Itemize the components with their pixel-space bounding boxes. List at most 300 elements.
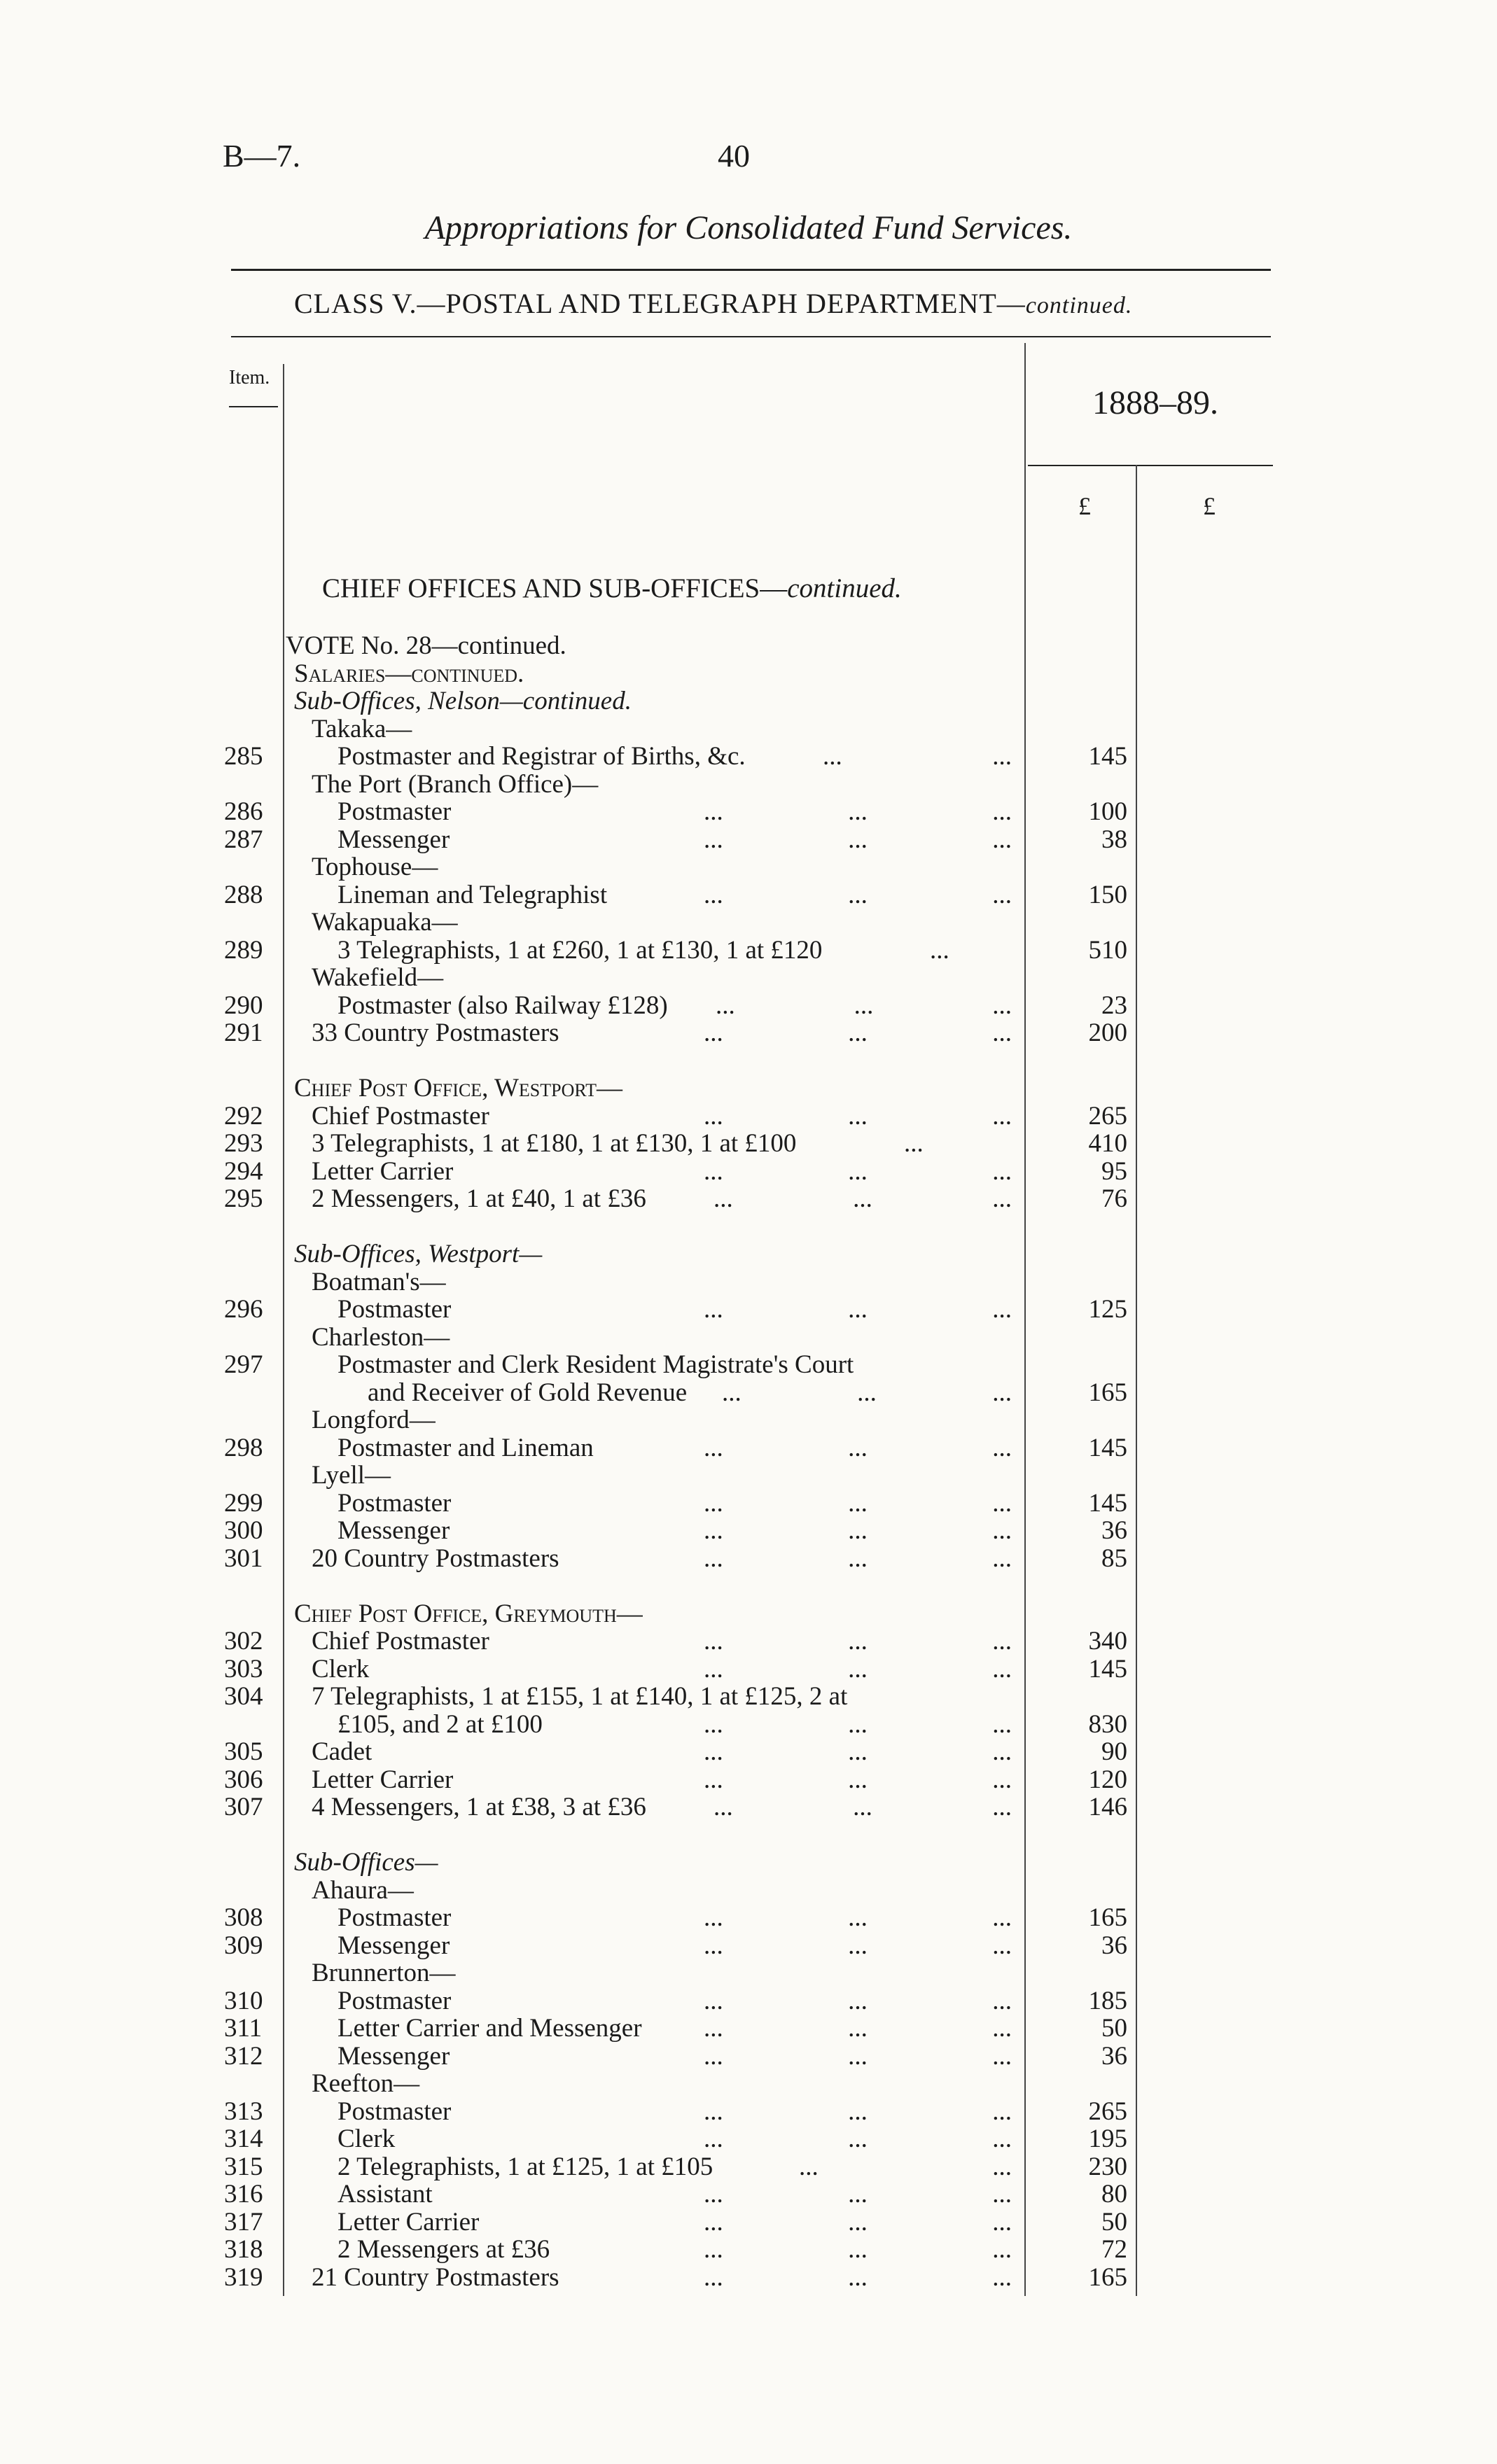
- item-amount: 165: [1088, 2262, 1127, 2292]
- item-description: Postmaster: [337, 797, 452, 826]
- item-description: 33 Country Postmasters: [312, 1018, 559, 1047]
- item-amount: 90: [1101, 1737, 1127, 1766]
- year-column-header: 1888–89.: [1092, 384, 1218, 421]
- table-row: [0, 798, 1497, 826]
- leader-dot-group: ...: [992, 1793, 1012, 1821]
- item-description: Charleston—: [312, 1322, 450, 1352]
- leader-dot-group: ...: [704, 797, 723, 826]
- leader-dot-group: ...: [992, 2041, 1012, 2071]
- item-amount: 410: [1088, 1129, 1127, 1158]
- item-number: 289: [224, 935, 263, 965]
- item-description: and Receiver of Gold Revenue: [368, 1378, 688, 1407]
- item-number: 311: [224, 2014, 263, 2043]
- pound-header-1: £: [1078, 492, 1091, 520]
- leader-dots: [715, 1379, 1012, 1407]
- leader-dot-group: ...: [713, 1184, 733, 1213]
- table-row: [0, 1987, 1497, 2015]
- leader-dot-group: ...: [992, 797, 1012, 826]
- leader-dot-group: ...: [992, 1737, 1012, 1766]
- item-description: 21 Country Postmasters: [312, 2262, 559, 2292]
- item-number: 316: [224, 2180, 263, 2208]
- table-row: [0, 1877, 1497, 1905]
- table-row: [0, 1351, 1497, 1379]
- leader-dot-group: ...: [992, 2262, 1012, 2292]
- item-number: 315: [224, 2152, 263, 2181]
- leader-dots: [697, 881, 1012, 909]
- item-number: 293: [224, 1129, 263, 1158]
- leader-dot-group: ...: [704, 2124, 723, 2153]
- item-description: 20 Country Postmasters: [312, 1544, 559, 1573]
- item-description: The Port (Branch Office)—: [312, 769, 599, 799]
- item-number: 317: [224, 2207, 263, 2236]
- item-number: 308: [224, 1903, 263, 1932]
- item-description: Salaries—continued.: [294, 659, 524, 688]
- item-description: Postmaster (also Railway £128): [337, 990, 668, 1020]
- item-number: 307: [224, 1793, 263, 1821]
- item-amount: 185: [1088, 1986, 1127, 2015]
- item-description: 3 Telegraphists, 1 at £180, 1 at £130, 1 at £100: [312, 1129, 797, 1158]
- table-row: [0, 1766, 1497, 1794]
- leader-dot-group: ...: [704, 1931, 723, 1960]
- table-row: [0, 771, 1497, 799]
- item-amount: 72: [1101, 2235, 1127, 2264]
- class-heading-continued: continued.: [1025, 293, 1133, 318]
- leader-dot-group: ...: [848, 2262, 868, 2292]
- table-row: [0, 2125, 1497, 2153]
- item-description: Lyell—: [312, 1461, 391, 1490]
- leader-dot-group: ...: [930, 935, 949, 965]
- leader-dot-group: ...: [848, 825, 868, 854]
- leader-dot-group: ...: [848, 1931, 868, 1960]
- leader-dot-group: ...: [992, 990, 1012, 1020]
- leader-dot-group: ...: [704, 1986, 723, 2015]
- leader-dot-group: ...: [848, 797, 868, 826]
- leader-dot-group: ...: [704, 1903, 723, 1932]
- table-row: [0, 1379, 1497, 1407]
- leader-dot-group: ...: [704, 880, 723, 909]
- leader-dots: [697, 1102, 1012, 1130]
- item-number: 290: [224, 990, 263, 1020]
- item-number: 294: [224, 1156, 263, 1186]
- leader-dot-group: ...: [992, 2207, 1012, 2236]
- item-amount: 36: [1101, 1516, 1127, 1545]
- leader-dot-group: ...: [992, 1156, 1012, 1186]
- leader-dots: [697, 1987, 1012, 2015]
- table-row: [0, 1462, 1497, 1490]
- item-description: Letter Carrier: [312, 1156, 454, 1186]
- item-column-header: Item.: [229, 367, 270, 388]
- item-description: Chief Postmaster: [312, 1101, 489, 1130]
- leader-dots: [697, 1296, 1012, 1324]
- item-amount: 145: [1088, 1488, 1127, 1518]
- table-row: [0, 964, 1497, 992]
- table-row: [0, 1849, 1497, 1877]
- leader-dot-group: ...: [704, 1737, 723, 1766]
- leader-dot-group: ...: [848, 1295, 868, 1324]
- leader-dots: [816, 743, 1012, 771]
- leader-dot-group: ...: [848, 1516, 868, 1545]
- leader-dots: [697, 1766, 1012, 1794]
- leader-dot-group: ...: [992, 1184, 1012, 1213]
- table-row: [0, 1019, 1497, 1047]
- item-description: Assistant: [337, 2180, 433, 2208]
- item-number: 312: [224, 2041, 263, 2071]
- item-number: 301: [224, 1544, 263, 1573]
- leader-dot-group: ...: [992, 1627, 1012, 1656]
- item-number: 291: [224, 1018, 263, 1047]
- table-row: [0, 1158, 1497, 1186]
- leader-dot-group: ...: [992, 2152, 1012, 2181]
- leader-dot-group: ...: [848, 1018, 868, 1047]
- item-amount: 50: [1101, 2207, 1127, 2236]
- table-row: [0, 1656, 1497, 1684]
- item-description: Clerk: [337, 2124, 396, 2153]
- leader-dot-group: ...: [992, 2124, 1012, 2153]
- leader-dot-group: ...: [848, 1654, 868, 1684]
- table-row: [0, 2264, 1497, 2292]
- leader-dot-group: ...: [848, 1156, 868, 1186]
- leader-dot-group: ...: [992, 1544, 1012, 1573]
- leader-dots: [923, 937, 1012, 965]
- leader-dots: [697, 2180, 1012, 2208]
- item-description: Ahaura—: [312, 1875, 414, 1905]
- leader-dots: [792, 2153, 1012, 2181]
- table-row: [0, 1683, 1497, 1711]
- table-row: [0, 1904, 1497, 1932]
- leader-dots: [697, 2208, 1012, 2236]
- leader-dot-group: ...: [848, 1488, 868, 1518]
- table-row: [0, 1434, 1497, 1462]
- section-title-main: CHIEF OFFICES AND SUB-OFFICES—: [322, 573, 788, 603]
- leader-dot-group: ...: [992, 1986, 1012, 2015]
- item-description: Postmaster: [337, 1903, 452, 1932]
- leader-dot-group: ...: [704, 1709, 723, 1739]
- leader-dots: [697, 2043, 1012, 2071]
- leader-dot-group: ...: [704, 2235, 723, 2264]
- leader-dot-group: ...: [704, 1627, 723, 1656]
- table-row: [0, 1545, 1497, 1573]
- leader-dot-group: ...: [722, 1378, 741, 1407]
- leader-dot-group: ...: [992, 742, 1012, 771]
- leader-dot-group: ...: [992, 1903, 1012, 1932]
- leader-dots: [697, 1158, 1012, 1186]
- item-number: 288: [224, 880, 263, 909]
- item-amount: 100: [1088, 797, 1127, 826]
- leader-dots: [697, 2098, 1012, 2126]
- leader-dots: [697, 798, 1012, 826]
- table-row: [0, 2043, 1497, 2071]
- pound-header-2: £: [1203, 492, 1216, 520]
- leader-dots: [697, 1434, 1012, 1462]
- leader-dots: [697, 1490, 1012, 1518]
- table-row: [0, 1102, 1497, 1130]
- item-number: 287: [224, 825, 263, 854]
- leader-dot-group: ...: [848, 2207, 868, 2236]
- leader-dot-group: ...: [992, 825, 1012, 854]
- item-amount: 150: [1088, 880, 1127, 909]
- year-rule: [1028, 465, 1273, 466]
- item-amount: 230: [1088, 2152, 1127, 2181]
- item-description: Postmaster and Clerk Resident Magistrate's Court: [337, 1350, 854, 1379]
- item-description: VOTE No. 28—continued.: [286, 631, 566, 660]
- item-number: 309: [224, 1931, 263, 1960]
- table-row: [0, 1074, 1497, 1102]
- item-amount: 510: [1088, 935, 1127, 965]
- item-description: Brunnerton—: [312, 1959, 456, 1987]
- page-title: Appropriations for Consolidated Fund Services.: [424, 209, 1073, 246]
- leader-dots: [697, 1738, 1012, 1766]
- leader-dot-group: ...: [848, 1627, 868, 1656]
- leader-dots: [697, 1628, 1012, 1656]
- leader-dots: [697, 2236, 1012, 2264]
- leader-dot-group: ...: [848, 1737, 868, 1766]
- class-rule: [231, 336, 1271, 337]
- item-description: Messenger: [337, 2041, 450, 2071]
- leader-dot-group: ...: [992, 880, 1012, 909]
- leader-dot-group: ...: [848, 2124, 868, 2153]
- item-amount: 146: [1088, 1793, 1127, 1821]
- table-row: [0, 1959, 1497, 1987]
- leader-dot-group: ...: [704, 1765, 723, 1794]
- document-code: B—7.: [223, 138, 301, 174]
- table-row: [0, 1711, 1497, 1739]
- item-number: 295: [224, 1184, 263, 1213]
- leader-dot-group: ...: [992, 2014, 1012, 2043]
- item-description: Letter Carrier and Messenger: [337, 2014, 642, 2043]
- leader-dot-group: ...: [848, 880, 868, 909]
- leader-dots: [697, 1019, 1012, 1047]
- leader-dot-group: ...: [853, 1184, 872, 1213]
- leader-dot-group: ...: [823, 742, 842, 771]
- table-row: [0, 2236, 1497, 2264]
- leader-dot-group: ...: [704, 1018, 723, 1047]
- leader-dot-group: ...: [853, 1793, 872, 1821]
- table-row: [0, 2153, 1497, 2181]
- leader-dot-group: ...: [704, 2262, 723, 2292]
- item-amount: 165: [1088, 1378, 1127, 1407]
- leader-dot-group: ...: [704, 1544, 723, 1573]
- leader-dots: [697, 826, 1012, 854]
- leader-dot-group: ...: [704, 2014, 723, 2043]
- leader-dot-group: ...: [992, 1018, 1012, 1047]
- item-amount: 76: [1101, 1184, 1127, 1213]
- leader-dot-group: ...: [992, 1488, 1012, 1518]
- item-amount: 85: [1101, 1544, 1127, 1573]
- leader-dots: [697, 1711, 1012, 1739]
- table-row: [0, 1517, 1497, 1545]
- item-number: 306: [224, 1765, 263, 1794]
- item-description: Boatman's—: [312, 1267, 446, 1296]
- item-description: 2 Messengers at £36: [337, 2235, 550, 2264]
- leader-dots: [706, 1793, 1012, 1821]
- table-row: [0, 1047, 1497, 1075]
- item-amount: 200: [1088, 1018, 1127, 1047]
- table-row: [0, 687, 1497, 715]
- item-number: 299: [224, 1488, 263, 1518]
- leader-dot-group: ...: [848, 1544, 868, 1573]
- item-amount: 125: [1088, 1295, 1127, 1324]
- leader-dots: [697, 1656, 1012, 1684]
- leader-dot-group: ...: [992, 1295, 1012, 1324]
- table-row: [0, 1213, 1497, 1241]
- item-amount: 80: [1101, 2180, 1127, 2208]
- table-row: [0, 1600, 1497, 1628]
- leader-dot-group: ...: [848, 1101, 868, 1130]
- table-row: [0, 1240, 1497, 1268]
- item-description: Postmaster: [337, 1295, 452, 1324]
- leader-dot-group: ...: [848, 2235, 868, 2264]
- table-row: [0, 909, 1497, 937]
- item-description: £105, and 2 at £100: [337, 1709, 543, 1739]
- table-row: [0, 2015, 1497, 2043]
- item-description: Wakapuaka—: [312, 908, 458, 937]
- leader-dot-group: ...: [704, 1516, 723, 1545]
- leader-dot-group: ...: [704, 825, 723, 854]
- leader-dots: [697, 1517, 1012, 1545]
- leader-dots: [697, 1904, 1012, 1932]
- class-heading-main: CLASS V.—POSTAL AND TELEGRAPH DEPARTMENT—: [294, 288, 1026, 319]
- table-row: [0, 2070, 1497, 2098]
- item-amount: 265: [1088, 2096, 1127, 2126]
- item-description: Postmaster: [337, 2096, 452, 2126]
- item-number: 313: [224, 2096, 263, 2126]
- item-number: 298: [224, 1433, 263, 1462]
- title-rule: [231, 269, 1271, 271]
- item-description: Sub-Offices—: [294, 1848, 438, 1877]
- table-row: [0, 881, 1497, 909]
- leader-dot-group: ...: [992, 1516, 1012, 1545]
- table-row: [0, 1628, 1497, 1656]
- page-number: 40: [718, 138, 750, 174]
- leader-dots: [697, 1932, 1012, 1960]
- leader-dot-group: ...: [848, 1986, 868, 2015]
- item-number: 310: [224, 1986, 263, 2015]
- leader-dot-group: ...: [716, 990, 735, 1020]
- table-row: [0, 1185, 1497, 1213]
- leader-dots: [697, 2125, 1012, 2153]
- item-description: 3 Telegraphists, 1 at £260, 1 at £130, 1 at £120: [337, 935, 823, 965]
- item-description: Reefton—: [312, 2069, 420, 2098]
- item-number: 296: [224, 1295, 263, 1324]
- leader-dot-group: ...: [992, 1101, 1012, 1130]
- leader-dot-group: ...: [992, 1931, 1012, 1960]
- item-description: Postmaster and Lineman: [337, 1433, 594, 1462]
- item-description: 2 Messengers, 1 at £40, 1 at £36: [312, 1184, 646, 1213]
- item-amount: 145: [1088, 1654, 1127, 1684]
- item-number: 319: [224, 2262, 263, 2292]
- item-number: 318: [224, 2235, 263, 2264]
- item-description: Sub-Offices, Westport—: [294, 1240, 543, 1268]
- leader-dot-group: ...: [848, 2041, 868, 2071]
- table-row: [0, 1738, 1497, 1766]
- item-number: 302: [224, 1627, 263, 1656]
- leader-dot-group: ...: [992, 1654, 1012, 1684]
- item-underline: [229, 406, 278, 407]
- leader-dot-group: ...: [704, 1156, 723, 1186]
- item-description: Messenger: [337, 825, 450, 854]
- item-description: Postmaster: [337, 1488, 452, 1518]
- item-amount: 23: [1101, 990, 1127, 1020]
- table-row: [0, 1572, 1497, 1600]
- leader-dot-group: ...: [704, 1295, 723, 1324]
- leader-dot-group: ...: [848, 1433, 868, 1462]
- leader-dot-group: ...: [848, 1709, 868, 1739]
- leader-dot-group: ...: [857, 1378, 877, 1407]
- leader-dot-group: ...: [848, 2096, 868, 2126]
- item-amount: 50: [1101, 2014, 1127, 2043]
- leader-dot-group: ...: [704, 2096, 723, 2126]
- item-amount: 165: [1088, 1903, 1127, 1932]
- item-description: Takaka—: [312, 714, 412, 743]
- item-amount: 36: [1101, 1931, 1127, 1960]
- item-description: 7 Telegraphists, 1 at £155, 1 at £140, 1 at £125, 2 at: [312, 1682, 848, 1711]
- leader-dot-group: ...: [799, 2152, 819, 2181]
- leader-dot-group: ...: [848, 2014, 868, 2043]
- leader-dots: [706, 1185, 1012, 1213]
- table-row: [0, 2098, 1497, 2126]
- table-row: [0, 1793, 1497, 1821]
- table-row: [0, 2180, 1497, 2208]
- item-amount: 830: [1088, 1709, 1127, 1739]
- item-amount: 120: [1088, 1765, 1127, 1794]
- table-row: [0, 1406, 1497, 1434]
- item-description: Chief Post Office, Westport—: [294, 1074, 623, 1102]
- item-number: 292: [224, 1101, 263, 1130]
- leader-dots: [709, 992, 1012, 1020]
- item-amount: 145: [1088, 742, 1127, 771]
- item-description: 2 Telegraphists, 1 at £125, 1 at £105: [337, 2152, 713, 2181]
- section-title: [322, 573, 902, 604]
- item-amount: 95: [1101, 1156, 1127, 1186]
- item-number: 285: [224, 742, 263, 771]
- table-row: [0, 632, 1497, 660]
- table-row: [0, 715, 1497, 743]
- item-description: Tophouse—: [312, 853, 438, 881]
- item-number: 300: [224, 1516, 263, 1545]
- table-row: [0, 937, 1497, 965]
- leader-dot-group: ...: [992, 2096, 1012, 2126]
- leader-dot-group: ...: [704, 1433, 723, 1462]
- leader-dot-group: ...: [713, 1793, 733, 1821]
- table-row: [0, 826, 1497, 854]
- item-description: Longford—: [312, 1406, 436, 1434]
- class-heading: [294, 287, 1132, 320]
- leader-dot-group: ...: [704, 2041, 723, 2071]
- table-row: [0, 1932, 1497, 1960]
- item-description: Cadet: [312, 1737, 372, 1766]
- item-description: Messenger: [337, 1931, 450, 1960]
- table-row: [0, 2208, 1497, 2236]
- table-row: [0, 660, 1497, 688]
- item-description: Letter Carrier: [312, 1765, 454, 1794]
- item-amount: 38: [1101, 825, 1127, 854]
- item-description: Postmaster: [337, 1986, 452, 2015]
- leader-dot-group: ...: [992, 2180, 1012, 2208]
- leader-dot-group: ...: [848, 1765, 868, 1794]
- leader-dot-group: ...: [848, 1903, 868, 1932]
- item-amount: 265: [1088, 1101, 1127, 1130]
- item-description: Sub-Offices, Nelson—continued.: [294, 687, 632, 715]
- leader-dot-group: ...: [992, 1709, 1012, 1739]
- leader-dots: [897, 1130, 1012, 1158]
- item-amount: 340: [1088, 1627, 1127, 1656]
- table-row: [0, 1821, 1497, 1849]
- item-description: Messenger: [337, 1516, 450, 1545]
- leader-dots: [697, 2015, 1012, 2043]
- leader-dot-group: ...: [992, 1765, 1012, 1794]
- item-number: 304: [224, 1682, 263, 1711]
- item-description: Chief Post Office, Greymouth—: [294, 1599, 643, 1628]
